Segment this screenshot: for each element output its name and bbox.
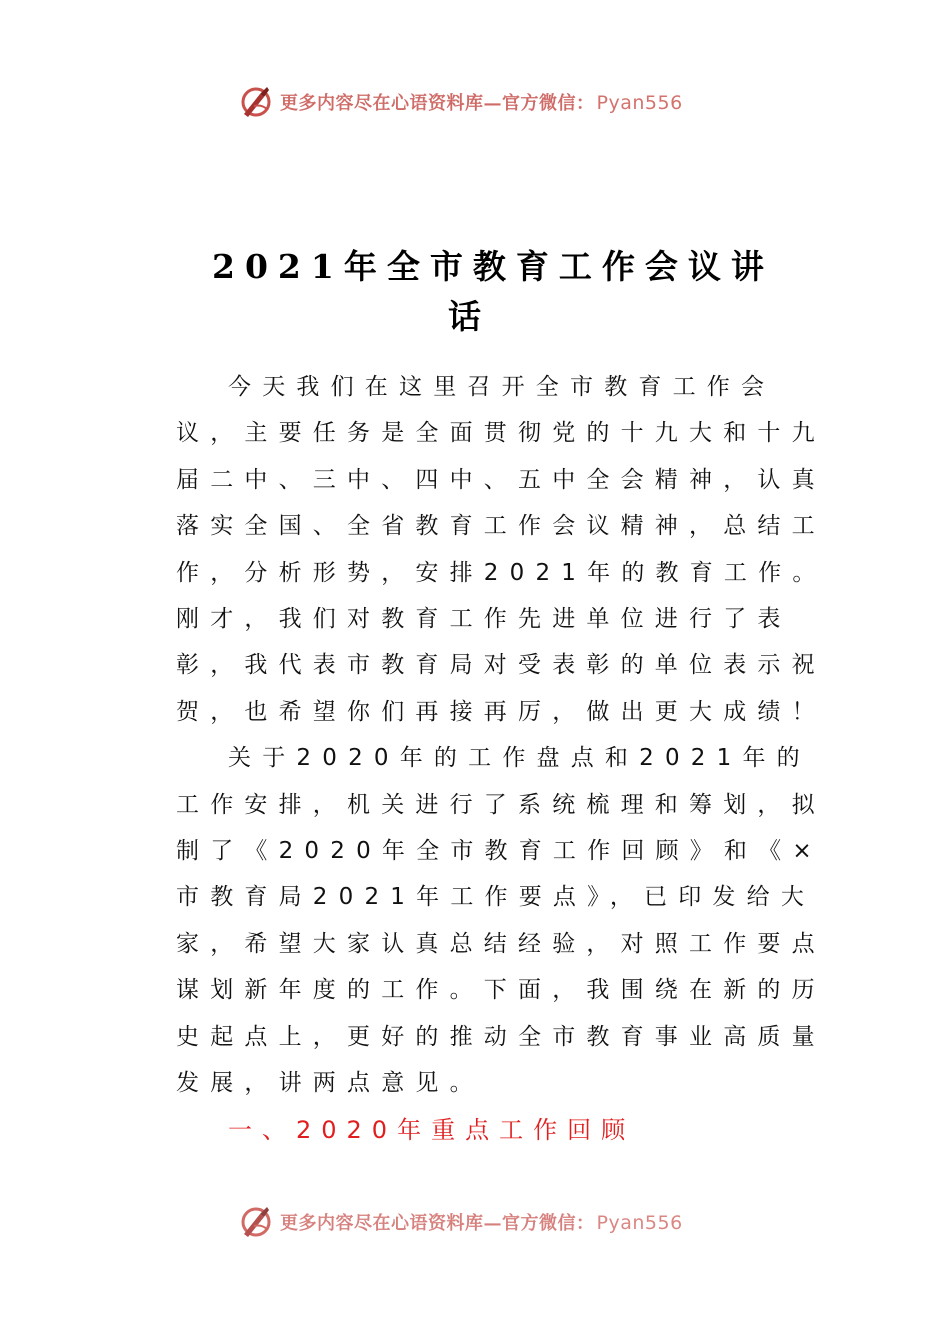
document-title: [212, 242, 812, 342]
paragraph-opening: 今天我们在这里召开全市教育工作会议，主要任务是全面贯彻党的十九大和十九届二中、三中、四中、五中全会精神，认真落实全国、全省教育工作会议精神，总结工作，分析形势，安排2021年的教育工作。刚才，我们对教育工作先进单位进行了表彰，我代表市教育局对受表彰的单位表示祝贺，也希望你们再接再厉，做出更大成绩！: [176, 374, 827, 725]
paragraph-work-review: 关于2020年的工作盘点和2021年的工作安排，机关进行了系统梳理和筹划，拟制了《2020年全市教育工作回顾》和《×市教育局2021年工作要点》，已印发给大家，希望大家认真总结经验，对照工作要点谋划新年度的工作。下面，我围绕在新的历史起点上，更好的推动全市教育事业高质量发展，讲两点意见。: [176, 745, 826, 1097]
watermark-footer: [238, 1202, 683, 1242]
watermark-header: [238, 82, 683, 122]
title-line-1: 2021年全市教育工作会议讲: [212, 247, 774, 286]
pen-circle-logo-icon: [238, 84, 274, 120]
section-heading: 一、2020年重点工作回顾: [228, 1115, 636, 1144]
pen-circle-logo-icon: [238, 1204, 274, 1240]
watermark-text: 更多内容尽在心语资料库—官方微信： Pyan556: [280, 1212, 683, 1234]
watermark-text: 更多内容尽在心语资料库—官方微信： Pyan556: [280, 92, 683, 114]
title-line-2: 话: [448, 297, 491, 336]
document-body: [176, 364, 836, 1153]
